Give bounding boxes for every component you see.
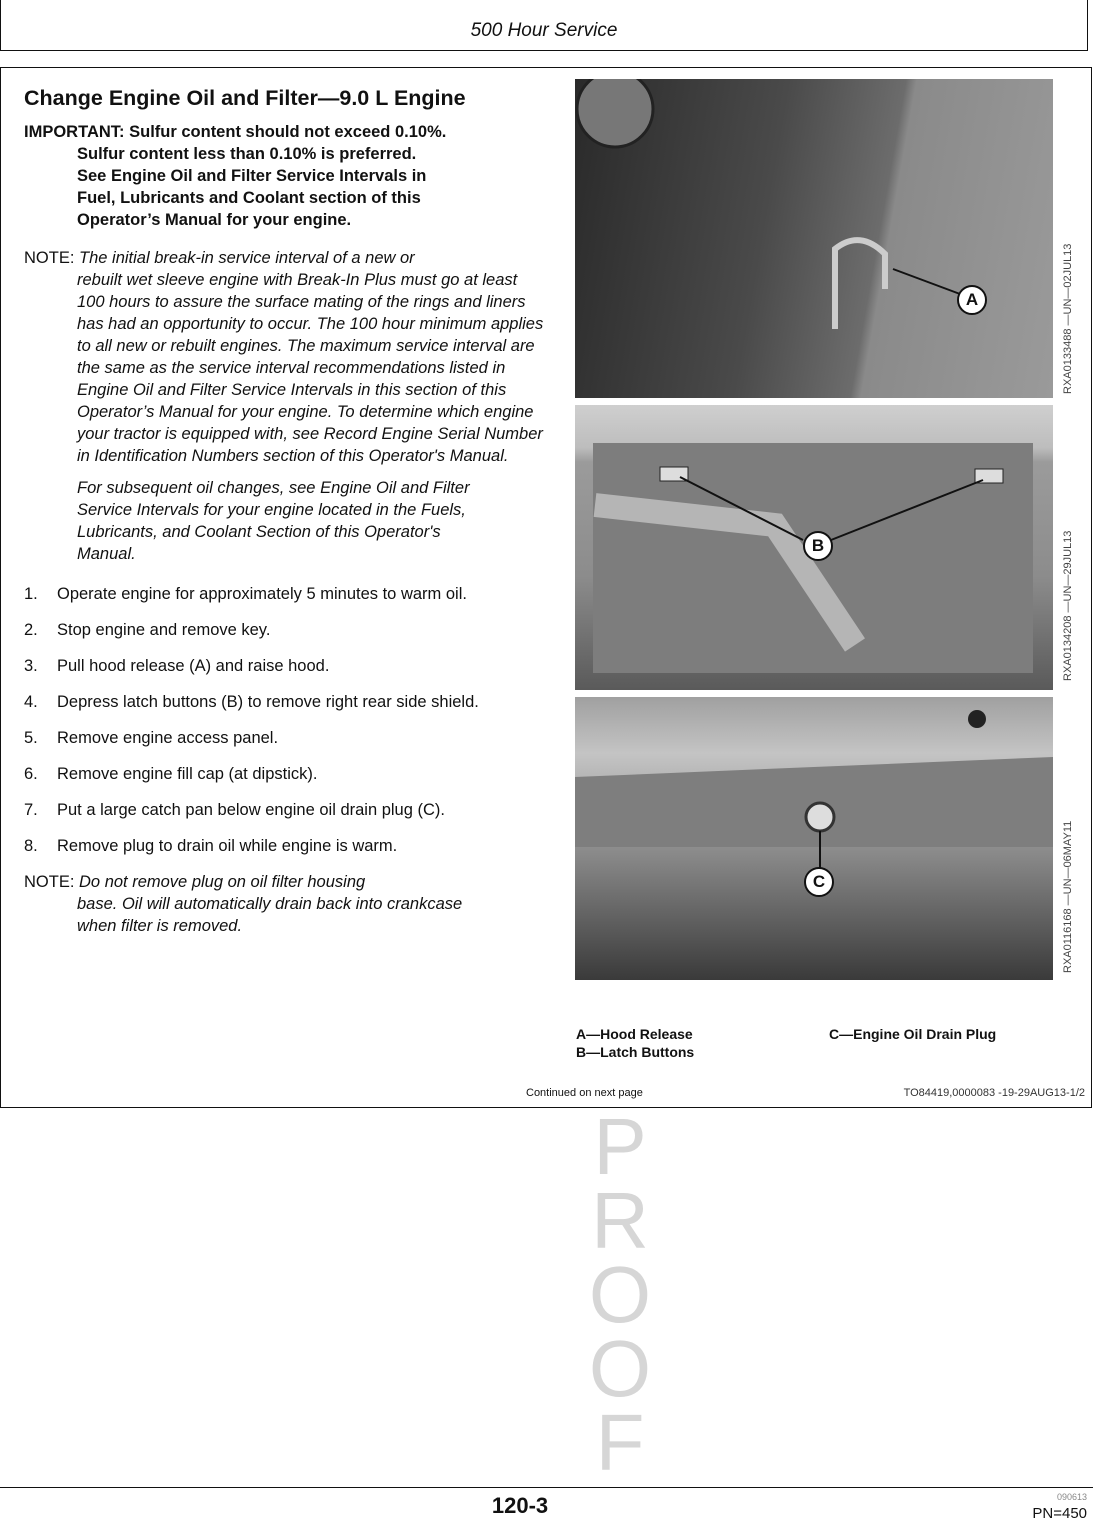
subsequent-oil-note: For subsequent oil changes, see Engine Oil and Filter Service Intervals for your engine located in the Fuels, Lubricants, and Coolant Section of this Operator's Manual.	[77, 479, 470, 563]
important-notice	[24, 121, 544, 231]
important-line: Sulfur content should not exceed 0.10%.	[129, 123, 447, 141]
step-number: 3.	[24, 657, 38, 675]
note-text: The initial break-in service interval of a new or	[79, 249, 415, 267]
note-text: base. Oil will automatically drain back into crankcase when filter is removed.	[77, 895, 463, 935]
footer-rule	[0, 1487, 1093, 1488]
callout-b: B	[803, 531, 833, 561]
photo-latch-buttons	[575, 405, 1053, 690]
important-line: Fuel, Lubricants and Coolant section of this	[77, 189, 421, 207]
callout-a: A	[957, 285, 987, 315]
pn-label: PN=450	[1032, 1505, 1087, 1522]
important-line: Sulfur content less than 0.10% is preferred.	[77, 145, 417, 163]
reference-code: TO84419,0000083 -19-29AUG13-1/2	[903, 1087, 1085, 1099]
proof-watermark: PROOF	[588, 1102, 652, 1487]
note-label: NOTE:	[24, 873, 75, 891]
step-text: Pull hood release (A) and raise hood.	[57, 657, 330, 675]
note-filter-housing	[24, 871, 544, 937]
step-number: 7.	[24, 801, 38, 819]
note-label: NOTE:	[24, 249, 75, 267]
step-text: Stop engine and remove key.	[57, 621, 271, 639]
caption-c: C—Engine Oil Drain Plug	[829, 1026, 997, 1042]
step-number: 2.	[24, 621, 38, 639]
figure-code: RXA0133488 —UN—02JUL13	[1062, 243, 1074, 394]
step-number: 4.	[24, 693, 38, 711]
important-label: IMPORTANT:	[24, 123, 125, 141]
step-text: Depress latch buttons (B) to remove right rear side shield.	[57, 693, 479, 711]
step-item	[24, 835, 544, 857]
caption-b: B—Latch Buttons	[576, 1044, 695, 1060]
steps-list	[24, 583, 544, 857]
step-number: 6.	[24, 765, 38, 783]
step-item	[24, 655, 544, 677]
step-number: 5.	[24, 729, 38, 747]
callout-c: C	[804, 867, 834, 897]
photo-drain-plug	[575, 697, 1053, 980]
step-text: Remove engine access panel.	[57, 729, 279, 747]
step-item	[24, 691, 544, 713]
step-number: 1.	[24, 585, 38, 603]
step-number: 8.	[24, 837, 38, 855]
figure-code: RXA0134208 —UN—29JUL13	[1062, 530, 1074, 681]
important-line: See Engine Oil and Filter Service Intervals in	[77, 167, 427, 185]
page-number: 120-3	[491, 1493, 549, 1518]
step-text: Remove engine fill cap (at dipstick).	[57, 765, 318, 783]
figure-code: RXA0116168 —UN—06MAY11	[1062, 820, 1074, 973]
photo-hood-release	[575, 79, 1053, 398]
continued-label: Continued on next page	[526, 1087, 643, 1099]
captions-left	[576, 1025, 694, 1061]
page-header	[0, 0, 1088, 51]
step-item	[24, 619, 544, 641]
step-text: Remove plug to drain oil while engine is warm.	[57, 837, 398, 855]
step-item	[24, 583, 544, 605]
step-text: Put a large catch pan below engine oil drain plug (C).	[57, 801, 445, 819]
note-text: rebuilt wet sleeve engine with Break-In Plus must go at least 100 hours to assure the surface mating of the rings and liners has had an opportunity to occur. The 100 hour minimum applies to all new or rebuilt engines. The maximum service interval are the same as the service interval recommendations listed in Engine Oil and Filter Service Intervals in this section of this Operator’s Manual for your engine. To determine which engine your tractor is equipped with, see Record Engine Serial Number in Identification Numbers section of this Operator's Manual.	[77, 271, 544, 465]
step-item	[24, 727, 544, 749]
important-line: Operator’s Manual for your engine.	[77, 211, 352, 229]
step-item	[24, 763, 544, 785]
note-text: Do not remove plug on oil filter housing	[79, 873, 366, 891]
note-break-in	[24, 247, 544, 467]
section-title: Change Engine Oil and Filter—9.0 L Engine	[24, 86, 466, 110]
header-title: 500 Hour Service	[470, 20, 618, 41]
step-text: Operate engine for approximately 5 minutes to warm oil.	[57, 585, 467, 603]
instructions-column	[24, 86, 544, 937]
caption-a: A—Hood Release	[576, 1026, 693, 1042]
print-date: 090613	[1056, 1492, 1087, 1502]
step-item	[24, 799, 544, 821]
